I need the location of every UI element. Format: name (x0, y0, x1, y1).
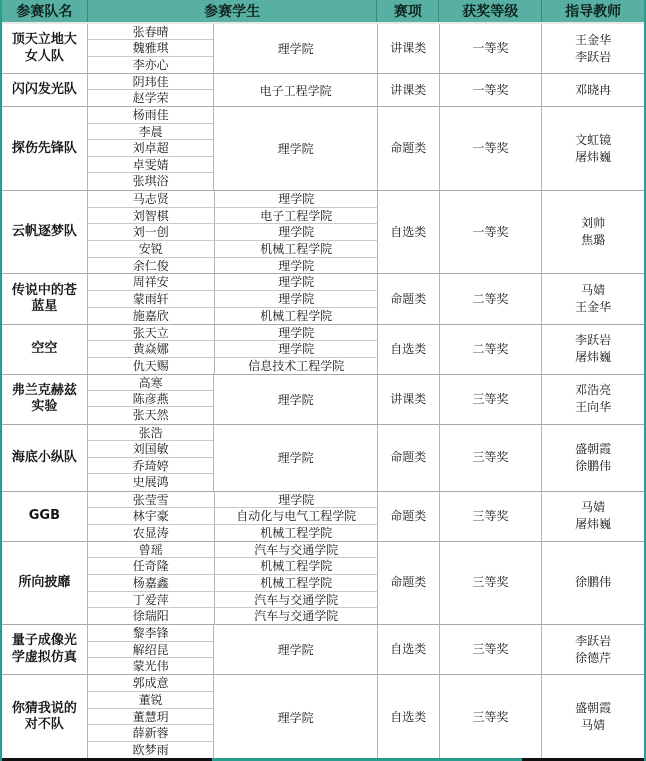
student-row (88, 208, 378, 225)
teacher-name: 焦璐 (581, 233, 606, 248)
college-merged-cell[interactable]: 理学院 (277, 451, 314, 466)
college-merged-cell[interactable]: 电子工程学院 (259, 83, 332, 98)
award-cell[interactable]: 一等奖 (440, 107, 543, 190)
student-college-cell[interactable]: 理学院 (278, 258, 315, 273)
teacher-name: 李跃岩 (575, 633, 612, 648)
category-cell[interactable]: 讲课类 (378, 375, 440, 424)
student-name-cell[interactable]: 郭成意 (88, 675, 214, 692)
team-name-cell[interactable]: 所向披靡 (2, 542, 88, 625)
student-name-cell[interactable]: 仇天赐 (88, 358, 215, 375)
student-name-cell[interactable]: 张琪浴 (132, 174, 169, 189)
team-name-cell[interactable]: 云帆逐梦队 (2, 191, 88, 274)
teacher-name: 王向华 (575, 400, 612, 415)
teacher-name: 李跃岩 (575, 333, 612, 348)
team-row (2, 24, 644, 74)
students-cell (88, 274, 378, 323)
student-name-cell[interactable]: 刘卓超 (88, 140, 214, 157)
student-row (88, 191, 378, 208)
students-cell (88, 24, 378, 73)
student-name-cell[interactable]: 黎李锋 (88, 625, 214, 641)
student-college-cell[interactable]: 汽车与交通学院 (254, 542, 339, 557)
award-cell[interactable]: 一等奖 (440, 74, 543, 106)
teacher-name: 邓晓冉 (575, 82, 612, 97)
award-cell[interactable]: 一等奖 (440, 191, 543, 274)
award-cell[interactable]: 三等奖 (440, 625, 543, 674)
student-name-cell[interactable]: 张春晴 (88, 24, 214, 40)
student-name-cell[interactable]: 杨雨佳 (88, 107, 214, 124)
college-merged-cell[interactable]: 理学院 (277, 42, 314, 57)
award-cell[interactable]: 一等奖 (440, 24, 543, 73)
award-cell[interactable]: 三等奖 (440, 542, 543, 625)
teacher-name: 盛朝霞 (575, 441, 612, 456)
student-row (88, 508, 378, 525)
student-row (88, 258, 378, 275)
team-row (2, 542, 644, 626)
student-row (88, 325, 378, 342)
student-name-cell[interactable]: 解绍昆 (88, 642, 214, 658)
students-cell (88, 375, 378, 424)
student-name-cell[interactable]: 魏雅琪 (88, 40, 214, 56)
student-row (88, 241, 378, 258)
teachers-cell[interactable] (542, 492, 644, 541)
student-college-cell[interactable]: 汽车与交通学院 (254, 609, 339, 624)
student-name-cell[interactable]: 任奇隆 (88, 558, 215, 574)
student-names-column (88, 24, 215, 73)
teachers-cell[interactable] (542, 325, 644, 374)
college-merged-cell[interactable]: 理学院 (277, 643, 314, 658)
student-name-cell[interactable]: 张浩 (88, 425, 214, 441)
column-header-students[interactable]: 参赛学生 (88, 0, 378, 22)
category-cell[interactable]: 自选类 (378, 625, 440, 674)
award-cell[interactable]: 三等奖 (440, 675, 543, 759)
team-row (2, 191, 644, 275)
students-cell (88, 675, 378, 759)
teacher-name: 马婧 (581, 500, 606, 515)
student-name-cell[interactable]: 赵学荣 (132, 91, 169, 106)
team-name-cell[interactable]: GGB (2, 492, 88, 541)
student-college-cell[interactable]: 机械工程学院 (260, 559, 333, 574)
students-rows (88, 191, 378, 274)
student-college-cell[interactable]: 机械工程学院 (260, 525, 333, 540)
student-college-cell[interactable]: 理学院 (278, 225, 315, 240)
team-row (2, 375, 644, 425)
teacher-name: 徐鹏伟 (575, 575, 612, 590)
team-row (2, 74, 644, 107)
teacher-name: 屠炜巍 (575, 350, 612, 365)
student-row (88, 542, 378, 559)
team-row (2, 107, 644, 191)
student-name-cell[interactable]: 刘一创 (88, 224, 215, 240)
students-rows (88, 492, 378, 541)
student-name-cell[interactable]: 农显涛 (88, 525, 215, 542)
student-name-cell[interactable]: 刘智棋 (88, 208, 215, 224)
student-name-cell[interactable]: 张天立 (88, 325, 215, 341)
teachers-cell[interactable] (542, 542, 644, 625)
student-college-cell[interactable]: 理学院 (278, 342, 315, 357)
teacher-name: 马婧 (581, 718, 606, 732)
student-row (88, 492, 378, 509)
student-name-cell[interactable]: 史展鸿 (132, 475, 169, 490)
student-name-cell[interactable]: 周祥安 (88, 274, 215, 290)
student-name-cell[interactable]: 高寒 (88, 375, 214, 391)
award-cell[interactable]: 三等奖 (440, 425, 543, 491)
students-cell (88, 325, 378, 374)
student-name-cell[interactable]: 陈彦燕 (88, 391, 214, 407)
teachers-cell[interactable] (542, 24, 644, 73)
column-header-category[interactable]: 赛项 (377, 0, 439, 22)
student-name-cell[interactable]: 乔琦婷 (88, 458, 214, 474)
team-name-cell[interactable]: 空空 (2, 325, 88, 374)
student-name-cell[interactable]: 刘国敏 (88, 441, 214, 457)
category-cell[interactable]: 命题类 (378, 107, 440, 190)
student-row (88, 575, 378, 592)
students-cell (88, 625, 378, 674)
student-name-cell[interactable]: 杨嘉鑫 (88, 575, 215, 591)
category-cell[interactable]: 讲课类 (378, 74, 440, 106)
student-college-cell[interactable]: 信息技术工程学院 (248, 358, 345, 373)
student-name-cell[interactable]: 欧梦雨 (132, 743, 169, 757)
student-name-cell[interactable]: 董锐 (88, 692, 214, 709)
student-college-cell[interactable]: 理学院 (278, 191, 315, 206)
student-name-cell[interactable]: 徐瑞阳 (88, 608, 215, 625)
student-college-cell[interactable]: 机械工程学院 (260, 242, 333, 257)
team-name-cell[interactable]: 探伤先锋队 (2, 107, 88, 190)
teacher-name: 王金华 (575, 300, 612, 315)
category-cell[interactable]: 自选类 (378, 675, 440, 759)
team-name-cell[interactable]: 顶天立地大女人队 (2, 24, 88, 73)
teachers-cell[interactable] (542, 675, 644, 759)
category-cell[interactable]: 命题类 (378, 425, 440, 491)
teacher-name: 马婧 (581, 283, 606, 298)
student-college-cell[interactable]: 理学院 (278, 275, 315, 290)
team-name-cell[interactable]: 你猜我说的对不队 (2, 675, 88, 759)
student-names-column (88, 375, 215, 424)
team-row (2, 675, 644, 759)
student-row (88, 592, 378, 609)
teacher-name: 徐鹏伟 (575, 458, 612, 473)
column-header-team[interactable]: 参赛队名 (2, 0, 88, 22)
teacher-name: 文虹镜 (575, 132, 612, 147)
student-name-cell[interactable]: 董慧玥 (88, 709, 214, 726)
student-row (88, 224, 378, 241)
student-college-cell[interactable]: 理学院 (278, 492, 315, 507)
students-cell (88, 191, 378, 274)
students-rows (88, 542, 378, 625)
team-name-cell[interactable]: 闪闪发光队 (2, 74, 88, 106)
award-cell[interactable]: 三等奖 (440, 375, 543, 424)
category-cell[interactable]: 命题类 (378, 274, 440, 323)
student-college-cell[interactable]: 理学院 (278, 292, 315, 307)
student-row (88, 341, 378, 358)
student-row (88, 274, 378, 291)
teachers-cell[interactable] (542, 107, 644, 190)
student-name-cell[interactable]: 李亦心 (132, 57, 169, 72)
student-row (88, 558, 378, 575)
college-merged-cell[interactable]: 理学院 (277, 392, 314, 407)
team-row (2, 625, 644, 675)
teachers-cell[interactable] (542, 375, 644, 424)
student-name-cell[interactable]: 李晨 (88, 124, 214, 141)
student-college-cell[interactable]: 汽车与交通学院 (254, 592, 339, 607)
student-name-cell[interactable]: 安锐 (88, 241, 215, 257)
award-cell[interactable]: 三等奖 (440, 492, 543, 541)
student-name-cell[interactable]: 曾瑶 (88, 542, 215, 558)
students-cell (88, 425, 378, 491)
student-row (88, 608, 378, 625)
team-name-cell[interactable]: 弗兰克赫兹实验 (2, 375, 88, 424)
student-row (88, 308, 378, 325)
student-name-cell[interactable]: 薛新蓉 (88, 725, 214, 742)
student-name-cell[interactable]: 施嘉欣 (88, 308, 215, 325)
student-name-cell[interactable]: 张天然 (132, 408, 169, 423)
student-college-cell[interactable]: 自动化与电气工程学院 (236, 509, 357, 524)
student-name-cell[interactable]: 卓雯婧 (88, 157, 214, 174)
students-rows (88, 325, 378, 374)
student-name-cell[interactable]: 余仁俊 (88, 258, 215, 275)
student-name-cell[interactable]: 蒙雨轩 (88, 291, 215, 307)
teacher-name: 王金华 (575, 32, 612, 47)
teacher-name: 邓浩亮 (575, 383, 612, 398)
student-name-cell[interactable]: 林宇豪 (88, 508, 215, 524)
team-row (2, 425, 644, 492)
teachers-cell[interactable] (542, 425, 644, 491)
students-cell (88, 74, 378, 106)
teachers-cell[interactable] (542, 74, 644, 106)
team-name-cell[interactable]: 量子成像光学虚拟仿真 (2, 625, 88, 674)
teachers-cell[interactable] (542, 274, 644, 323)
student-names-column (88, 675, 215, 759)
team-name-cell[interactable]: 传说中的苍蓝星 (2, 274, 88, 323)
student-name-cell[interactable]: 丁爱萍 (88, 592, 215, 608)
student-names-column (88, 625, 215, 674)
students-rows (88, 274, 378, 323)
student-names-column (88, 74, 215, 106)
team-row (2, 325, 644, 375)
student-college-cell[interactable]: 机械工程学院 (260, 308, 333, 323)
student-names-column (88, 107, 215, 190)
teacher-name: 屠炜巍 (575, 517, 612, 532)
teacher-name: 徐德芹 (575, 650, 612, 665)
table-header-row (2, 0, 644, 24)
teacher-name: 屠炜巍 (575, 149, 612, 164)
student-row (88, 525, 378, 542)
college-merged-cell[interactable]: 理学院 (277, 142, 314, 157)
teacher-name: 刘帅 (581, 216, 606, 231)
category-cell[interactable]: 命题类 (378, 492, 440, 541)
student-name-cell[interactable]: 张莹雪 (88, 492, 215, 508)
students-cell (88, 542, 378, 625)
student-college-cell[interactable]: 理学院 (278, 325, 315, 340)
category-cell[interactable]: 自选类 (378, 325, 440, 374)
student-names-column (88, 425, 215, 491)
student-name-cell[interactable]: 黄焱娜 (88, 341, 215, 357)
team-row (2, 274, 644, 324)
column-header-award[interactable]: 获奖等级 (439, 0, 542, 22)
college-merged-cell[interactable]: 理学院 (277, 710, 314, 725)
teachers-cell[interactable] (542, 191, 644, 274)
category-cell[interactable]: 讲课类 (378, 24, 440, 73)
column-header-teachers[interactable]: 指导教师 (565, 4, 622, 20)
student-row (88, 291, 378, 308)
student-name-cell[interactable]: 马志贤 (88, 191, 215, 207)
award-cell[interactable]: 二等奖 (440, 325, 543, 374)
student-college-cell[interactable]: 机械工程学院 (260, 576, 333, 591)
category-cell[interactable]: 命题类 (378, 542, 440, 625)
team-row (2, 492, 644, 542)
award-cell[interactable]: 二等奖 (440, 274, 543, 323)
student-name-cell[interactable]: 蒙光伟 (132, 658, 169, 673)
student-row (88, 358, 378, 375)
team-name-cell[interactable]: 海底小纵队 (2, 425, 88, 491)
teachers-cell[interactable] (542, 625, 644, 674)
table-body (2, 24, 644, 759)
category-cell[interactable]: 自选类 (378, 191, 440, 274)
student-college-cell[interactable]: 电子工程学院 (260, 208, 333, 223)
teacher-name: 盛朝霞 (575, 701, 612, 715)
student-name-cell[interactable]: 阴玮佳 (88, 74, 214, 90)
students-cell (88, 492, 378, 541)
teacher-name: 李跃岩 (575, 49, 612, 64)
students-cell (88, 107, 378, 190)
